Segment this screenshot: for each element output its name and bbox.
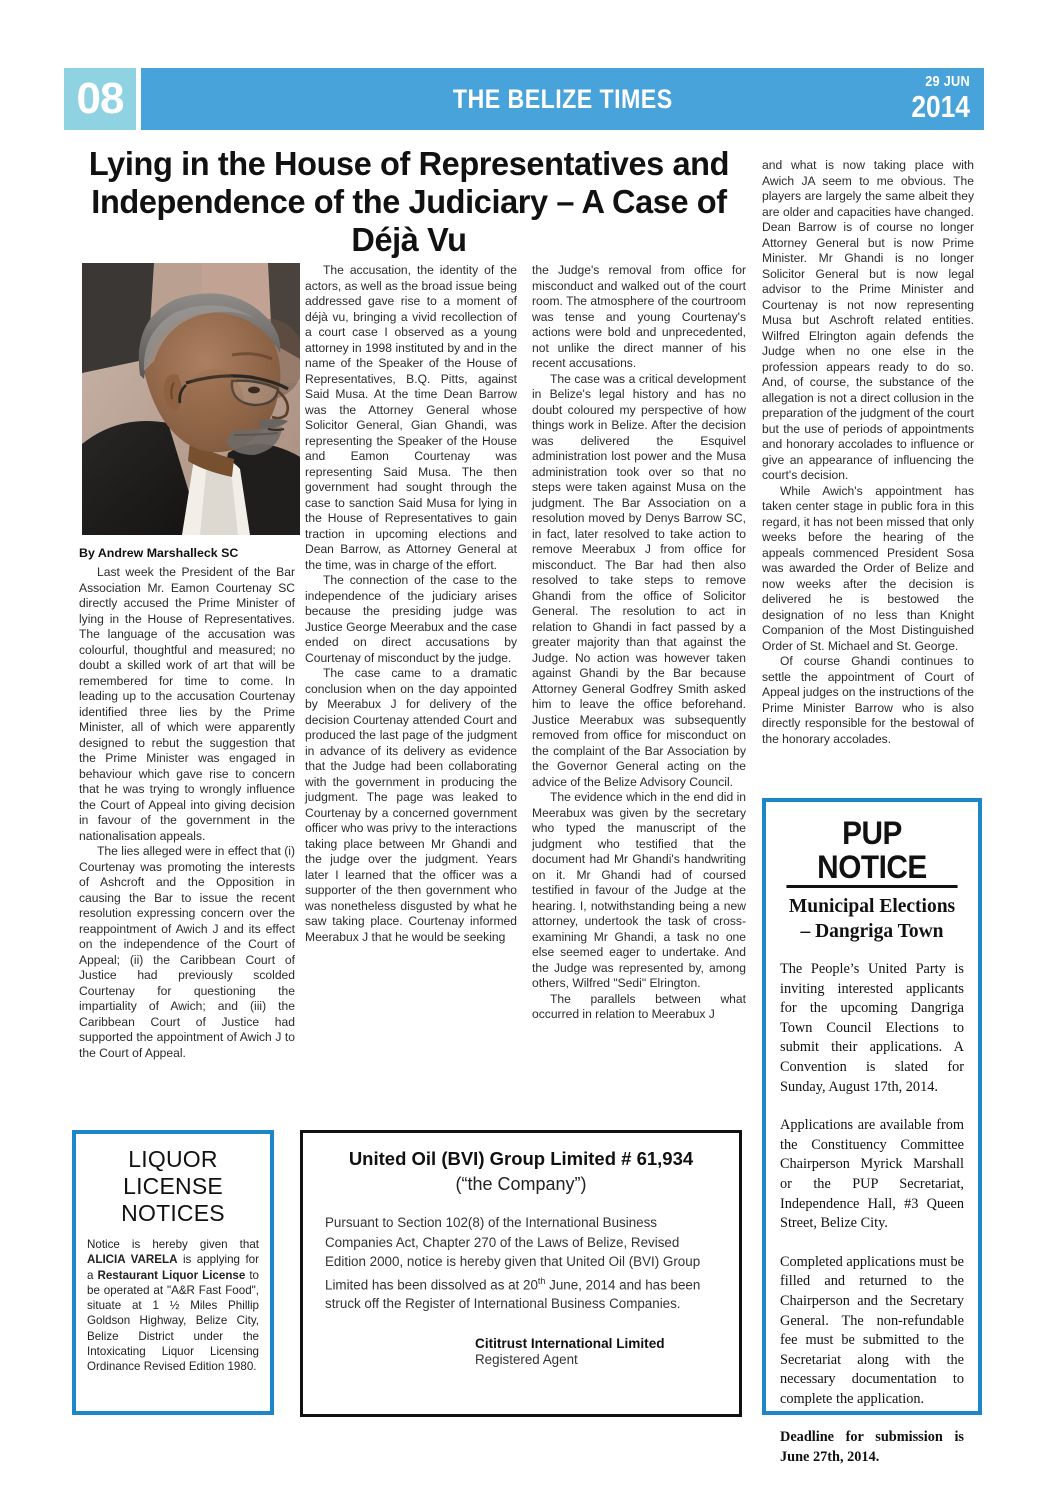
photo-barrister-in-court <box>82 263 300 535</box>
oil-notice-title: United Oil (BVI) Group Limited # 61,934 <box>348 1148 694 1169</box>
issue-date-day: 29 JUN <box>925 73 970 90</box>
paragraph: The accusation, the identity of the actors, as well as the broad issue being addressed gave rise to a moment of déjà vu, bringing a vivid recollection of a court case I observed as a young attorney in 1998 instituted by and in the name of the Speaker of the House of Representatives, B.Q. Pitts, against Said Musa. At the time Dean Barrow was the Attorney General whose Solicitor General, Gian Ghandi, was representing the Speaker of the House and Eamon Courtenay was representing Said Musa. The then government had sought through the case to sanction Said Musa for lying in the House of Representatives to gain traction in upcoming elections and Dean Barrow, as Attorney General at the time, was in charge of the effort. <box>305 263 517 572</box>
united-oil-notice <box>300 1130 742 1417</box>
oil-notice-subtitle: (“the Company”) <box>455 1174 587 1194</box>
paragraph: and what is now taking place with Awich JA seem to me obvious. The players are largely the same albeit they are older and capacities have changed. Dean Barrow is of course no longer Attorney General but is now Prime Minister. Mr Ghandi is no longer Solicitor General but is now legal advisor to the Prime Minister and Courtenay is not now representing Musa but Aschroft related entities. Wilfred Elrington again defends the Judge when no one else in the profession appears ready to do so. And, of course, the substance of the allegation is not a direct collusion in the preparation of the judgment of the court but the use of periods of appointments and honorary accolades to influence or give an appearance of influencing the court's decision. <box>762 158 974 482</box>
article-byline: By Andrew Marshalleck SC <box>79 546 239 560</box>
liquor-title-line-3: NOTICES <box>121 1200 225 1226</box>
paragraph: The parallels between what occurred in relation to Meerabux J <box>532 991 746 1021</box>
liquor-notice-title <box>87 1146 259 1227</box>
pup-subtitle-line-1: Municipal Elections <box>788 896 956 917</box>
oil-body-ordinal: th <box>537 1275 546 1286</box>
masthead <box>64 68 984 130</box>
liquor-title-line-2: LICENSE <box>123 1173 223 1199</box>
pup-subtitle-line-2: – Dangriga Town <box>800 921 944 942</box>
article-headline: Lying in the House of Representatives and Independence of the Judiciary – A Case of Déjà Vu <box>88 146 730 260</box>
publication-title: THE BELIZE TIMES <box>452 83 673 114</box>
liquor-applicant-name: ALICIA VARELA <box>87 1253 178 1267</box>
issue-date-year: 2014 <box>911 89 970 124</box>
oil-body-part-b: June, 2014 and has been struck off the Register of International Business Companies. <box>325 1276 701 1312</box>
pup-notice-subtitle <box>780 894 964 944</box>
liquor-notice-body <box>87 1237 259 1375</box>
liquor-body-part-3: to be operated at "A&R Fast Food", situate at 1 ½ Miles Phillip Goldson Highway, Belize City, Belize District under the Intoxicating Liquor Licensing Ordinance Revised Edition 1980. <box>87 1268 259 1374</box>
article-column-4 <box>762 158 974 747</box>
pup-paragraph: Applications are available from the Constituency Committee Chairperson Myrick Marshall or the PUP Secretariat, Independence Hall, #3 Queen Street, Belize City. <box>780 1117 964 1232</box>
page-number-badge: 08 <box>64 68 136 130</box>
liquor-title-line-1: LIQUOR <box>128 1146 218 1172</box>
article-column-2 <box>305 263 517 945</box>
article-column-3 <box>532 263 746 1023</box>
article-photo <box>82 263 300 535</box>
liquor-body-part-2: is applying for a <box>87 1253 259 1282</box>
oil-notice-body <box>325 1213 717 1314</box>
oil-signer-role: Registered Agent <box>475 1351 578 1367</box>
article-column-1 <box>79 565 295 1061</box>
oil-signer-name: Cititrust International Limited <box>475 1335 665 1351</box>
paragraph: The connection of the case to the independence of the judiciary arises because the presiding judge was Justice George Meerabux and the case ended on direct accusations by Courtenay of misconduct by the judge. <box>305 573 517 665</box>
oil-body-part-a: Pursuant to Section 102(8) of the International Business Companies Act, Chapter 270 of the Laws of Belize, Revised Edition 2000, notice is hereby given that United Oil (BVI) Group Limited has been dissolved as at 20 <box>325 1215 701 1292</box>
paragraph: The case came to a dramatic conclusion when on the day appointed by Meerabux J for delivery of the decision Courtenay attended Court and produced the last page of the judgment in advance of its delivery as evidence that the Judge had been collaborating with the government in producing the judgment. The page was leaked to Courtenay by a concerned government officer who was privy to the interactions taking place between Mr Ghandi and the judge over the judgment. Years later I learned that the officer was a supporter of the then government who was nonetheless disgusted by what he saw taking place. Courtenay informed Meerabux J that he would be seeking <box>305 666 517 944</box>
paragraph: the Judge's removal from office for misconduct and walked out of the court room. The atmosphere of the courtroom was tense and young Courtenay's actions were bold and unprecedented, not unlike the direct manner of his recent accusations. <box>532 263 746 370</box>
liquor-license-type: Restaurant Liquor License <box>97 1268 246 1282</box>
paragraph: While Awich's appointment has taken center stage in public fora in this regard, it has not been missed that only weeks before the hearing of the appeals commenced President Sosa was awarded the Order of Belize and now weeks after the decision is delivered he is bestowed the designation of no less than Knight Companion of the Most Distinguished Order of St. Michael and St. George. <box>762 483 974 653</box>
pup-paragraph: Completed applications must be filled and returned to the Chairperson and the Secretary General. The non-refundable fee must be submitted to the Secretariat along with the necessary documentation to complete the application. <box>780 1253 964 1407</box>
oil-notice-signature <box>325 1336 717 1367</box>
pup-deadline: Deadline for submission is June 27th, 2014. <box>780 1429 964 1466</box>
pup-notice <box>762 798 982 1466</box>
liquor-body-part-1: Notice is hereby given that <box>87 1238 259 1251</box>
paragraph: Of course Ghandi continues to settle the appointment of Court of Appeal judges on the instructions of the Prime Minister Barrow who is also directly responsible for the bestowal of the honorary accolades. <box>762 654 974 746</box>
pup-paragraph: The People’s United Party is inviting interested applicants for the upcoming Dangriga Town Council Elections to submit their applications. A Convention is slated for Sunday, August 17th, 2014. <box>780 961 964 1095</box>
paragraph: The evidence which in the end did in Meerabux was given by the secretary who typed the manuscript of the judgment who testified that the document had Mr Ghandi's handwriting on it. Mr Ghandi had of coursed testified in favour of the Judge at the hearing. I, notwithstanding being a new attorney, undertook the task of cross-examining Mr Ghandi, a task no one else seemed eager to undertake. And the Judge was represented by, among others, Wilfred "Sedi" Elrington. <box>532 790 746 990</box>
liquor-license-notice <box>72 1130 274 1415</box>
issue-date <box>901 74 970 122</box>
paragraph: The case was a critical development in Belize's legal history and has no doubt coloured my perspective of how things work in Belize. After the decision was delivered the Esquivel administration lost power and the Musa administration took over so that no steps were taken against Musa on the judgment. The Bar Association on a resolution moved by Denys Barrow SC, in fact, later resolved to take action to remove Meerabux J from office for misconduct. The Bar had then also resolved to take steps to remove Ghandi from the office of Solicitor General. The resolution to act in relation to Ghandi in fact passed by a greater majority than that against the Judge. No action was however taken against Ghandi by the Bar because Attorney General Godfrey Smith asked him to leave the office beforehand. Justice Meerabux was subsequently removed from office for misconduct on the complaint of the Bar Association by the Governor General acting on the advice of the Belize Advisory Council. <box>532 371 746 789</box>
paragraph: Last week the President of the Bar Association Mr. Eamon Courtenay SC directly accused the Prime Minister of lying in the House of Representatives. The language of the accusation was colourful, thoughtful and measured; no doubt a skilled work of art that will be remembered for time to come. In leading up to the accusation Courtenay identified three lies by the Prime Minister, all of which were apparently designed to rebut the suggestion that the Prime Minister was engaged in behaviour which gave rise to concern that he was trying to wrongly influence the Court of Appeal into giving decision in favour of the government in the nationalisation appeals. <box>79 565 295 843</box>
pup-notice-title: PUP NOTICE <box>786 816 957 888</box>
pup-notice-body <box>780 960 964 1468</box>
paragraph: The lies alleged were in effect that (i) Courtenay was promoting the interests of Ashcroft and the Opposition in causing the Bar to issue the recent resolution expressing concern over the reappointment of Awich J and its effect on the independence of the Court of Appeal; (ii) the Caribbean Court of Justice had previously scolded Courtenay for questioning the impartiality of Awich; and (iii) the Caribbean Court of Justice had supported the appointment of Awich J to the Court of Appeal. <box>79 844 295 1060</box>
masthead-bar <box>141 68 984 130</box>
